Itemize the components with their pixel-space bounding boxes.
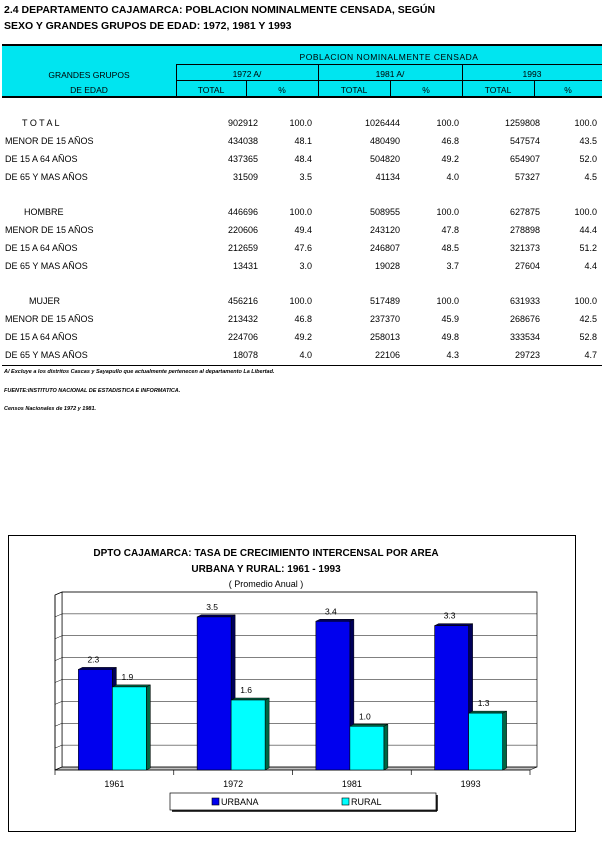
bar-side-rural xyxy=(265,698,269,770)
bar-urbana xyxy=(316,621,350,770)
table-cell: 100.0 xyxy=(436,296,459,306)
table-cell: 480490 xyxy=(369,136,400,146)
table-cell: 48.1 xyxy=(294,136,312,146)
table-cell: 47.8 xyxy=(441,225,459,235)
table-cell: 627875 xyxy=(509,207,540,217)
table-cell: 29723 xyxy=(514,350,540,360)
bar-side-rural xyxy=(503,711,507,770)
x-tick-label: 1981 xyxy=(341,779,362,789)
legend-label-urbana: URBANA xyxy=(221,797,259,807)
data-label-rural: 1.3 xyxy=(477,698,490,709)
table-cell: 46.8 xyxy=(294,314,312,324)
table-cell: 27604 xyxy=(514,261,540,271)
table-cell: 902912 xyxy=(227,118,258,128)
table-cell: 504820 xyxy=(369,154,400,164)
table-cell: 49.8 xyxy=(441,332,459,342)
legend-label-rural: RURAL xyxy=(351,797,382,807)
table-cell: 508955 xyxy=(369,207,400,217)
row-label: DE 15 A 64 AÑOS xyxy=(5,154,78,164)
table-cell: 3.5 xyxy=(299,172,312,182)
table-cell: 49.2 xyxy=(441,154,459,164)
bar-side-rural xyxy=(146,685,150,770)
x-tick-label: 1961 xyxy=(104,779,125,789)
row-label: DE 65 Y MAS AÑOS xyxy=(5,172,88,182)
note-source: FUENTE:INSTITUTO NACIONAL DE ESTADISTICA E INFORMATICA. xyxy=(4,388,181,394)
table-cell: 100.0 xyxy=(289,118,312,128)
table-cell: 48.5 xyxy=(441,243,459,253)
x-tick-label: 1972 xyxy=(223,779,244,789)
header-sub-total-1972: TOTAL xyxy=(197,85,225,95)
table-cell: 258013 xyxy=(369,332,400,342)
table-cell: 31509 xyxy=(232,172,258,182)
header-year-1981: 1981 A/ xyxy=(375,69,405,79)
table-cell: 631933 xyxy=(509,296,540,306)
table-cell: 437365 xyxy=(227,154,258,164)
row-label: MUJER xyxy=(29,296,60,306)
table-cell: 13431 xyxy=(232,261,258,271)
header-group-label-2: DE EDAD xyxy=(70,85,108,95)
header-year-1993: 1993 xyxy=(522,69,542,79)
table-cell: 224706 xyxy=(227,332,258,342)
bar-rural xyxy=(112,687,146,770)
table-cell: 100.0 xyxy=(289,296,312,306)
table-cell: 41134 xyxy=(375,172,400,182)
table-cell: 3.0 xyxy=(299,261,312,271)
row-label: HOMBRE xyxy=(24,207,64,217)
data-label-rural: 1.9 xyxy=(121,671,134,682)
x-tick-label: 1993 xyxy=(460,779,481,789)
table-cell: 4.0 xyxy=(446,172,459,182)
bar-rural xyxy=(469,713,503,770)
row-label: MENOR DE 15 AÑOS xyxy=(5,314,94,324)
table-cell: 19028 xyxy=(374,261,400,271)
table-title-line1: 2.4 DEPARTAMENTO CAJAMARCA: POBLACION NOMINALMENTE CENSADA, SEGÚN xyxy=(4,4,436,16)
table-cell: 42.5 xyxy=(579,314,597,324)
header-year-1972: 1972 A/ xyxy=(232,69,262,79)
bar-urbana xyxy=(197,617,231,770)
table-cell: 100.0 xyxy=(574,118,597,128)
data-label-urbana: 2.3 xyxy=(87,654,100,665)
table-cell: 100.0 xyxy=(574,296,597,306)
table-cell: 237370 xyxy=(369,314,400,324)
data-label-rural: 1.0 xyxy=(358,711,371,722)
table-cell: 654907 xyxy=(509,154,540,164)
bar-rural xyxy=(350,726,384,770)
bar-urbana xyxy=(78,669,112,770)
bar-rural xyxy=(231,700,265,770)
table-cell: 4.0 xyxy=(299,350,312,360)
table-cell: 51.2 xyxy=(579,243,597,253)
note-censos: Censos Nacionales de 1972 y 1981. xyxy=(4,406,97,412)
row-label: MENOR DE 15 AÑOS xyxy=(5,136,94,146)
chart-subtitle-2: ( Promedio Anual ) xyxy=(228,579,304,589)
row-label: DE 15 A 64 AÑOS xyxy=(5,243,78,253)
note-exclusion: A/ Excluye a los distritos Cascas y Sayapullo que actualmente pertenecen al departamento La Libertad. xyxy=(4,369,275,375)
table-cell: 1259808 xyxy=(504,118,540,128)
table-cell: 213432 xyxy=(227,314,258,324)
table-cell: 18078 xyxy=(232,350,258,360)
table-cell: 100.0 xyxy=(436,207,459,217)
table-cell: 100.0 xyxy=(289,207,312,217)
chart-title: DPTO CAJAMARCA: TASA DE CRECIMIENTO INTERCENSAL POR AREA xyxy=(93,548,439,559)
table-cell: 456216 xyxy=(227,296,258,306)
row-label: MENOR DE 15 AÑOS xyxy=(5,225,94,235)
table-cell: 52.0 xyxy=(579,154,597,164)
row-label: DE 65 Y MAS AÑOS xyxy=(5,261,88,271)
header-sub-total-1981: TOTAL xyxy=(340,85,368,95)
chart-subtitle: URBANA Y RURAL: 1961 - 1993 xyxy=(191,564,341,575)
table-cell: 100.0 xyxy=(436,118,459,128)
row-label: T O T A L xyxy=(22,118,60,128)
table-cell: 434038 xyxy=(227,136,258,146)
table-cell: 547574 xyxy=(509,136,540,146)
table-cell: 4.3 xyxy=(446,350,459,360)
header-span-title: POBLACION NOMINALMENTE CENSADA xyxy=(299,52,479,62)
table-cell: 57327 xyxy=(514,172,540,182)
table-cell: 100.0 xyxy=(574,207,597,217)
table-cell: 212659 xyxy=(227,243,258,253)
data-label-rural: 1.6 xyxy=(240,685,253,695)
table-cell: 4.5 xyxy=(584,172,597,182)
row-label: DE 15 A 64 AÑOS xyxy=(5,332,78,342)
data-label-urbana: 3.5 xyxy=(206,601,219,612)
table-cell: 49.4 xyxy=(294,225,312,235)
table-cell: 333534 xyxy=(509,332,540,342)
table-cell: 44.4 xyxy=(579,225,597,235)
header-sub-pct-1993: % xyxy=(564,85,572,95)
table-cell: 446696 xyxy=(227,207,258,217)
header-group-label-1: GRANDES GRUPOS xyxy=(48,70,130,80)
table-cell: 49.2 xyxy=(294,332,312,342)
header-sub-pct-1981: % xyxy=(422,85,430,95)
table-cell: 243120 xyxy=(369,225,400,235)
table-cell: 4.4 xyxy=(584,261,597,271)
table-cell: 1026444 xyxy=(364,118,400,128)
bar-urbana xyxy=(435,626,469,770)
table-title-line2: SEXO Y GRANDES GRUPOS DE EDAD: 1972, 1981 Y 1993 xyxy=(4,20,292,32)
table-cell: 4.7 xyxy=(584,350,597,360)
data-label-urbana: 3.4 xyxy=(324,606,337,617)
data-label-urbana: 3.3 xyxy=(443,610,456,621)
table-cell: 48.4 xyxy=(294,154,312,164)
table-cell: 3.7 xyxy=(446,261,459,271)
table-cell: 220606 xyxy=(227,225,258,235)
table-cell: 52.8 xyxy=(579,332,597,342)
table-cell: 246807 xyxy=(369,243,400,253)
table-cell: 47.6 xyxy=(294,243,312,253)
header-sub-pct-1972: % xyxy=(278,85,286,95)
table-cell: 45.9 xyxy=(441,314,459,324)
table-cell: 22106 xyxy=(374,350,400,360)
table-cell: 46.8 xyxy=(441,136,459,146)
table-cell: 43.5 xyxy=(579,136,597,146)
row-label: DE 65 Y MAS AÑOS xyxy=(5,350,88,360)
legend-swatch-urbana xyxy=(212,798,219,805)
table-cell: 321373 xyxy=(509,243,540,253)
table-cell: 517489 xyxy=(369,296,400,306)
legend-swatch-rural xyxy=(342,798,349,805)
header-sub-total-1993: TOTAL xyxy=(484,85,512,95)
legend-box xyxy=(170,793,436,810)
bar-side-rural xyxy=(384,724,388,770)
table-cell: 278898 xyxy=(509,225,540,235)
table-cell: 268676 xyxy=(509,314,540,324)
